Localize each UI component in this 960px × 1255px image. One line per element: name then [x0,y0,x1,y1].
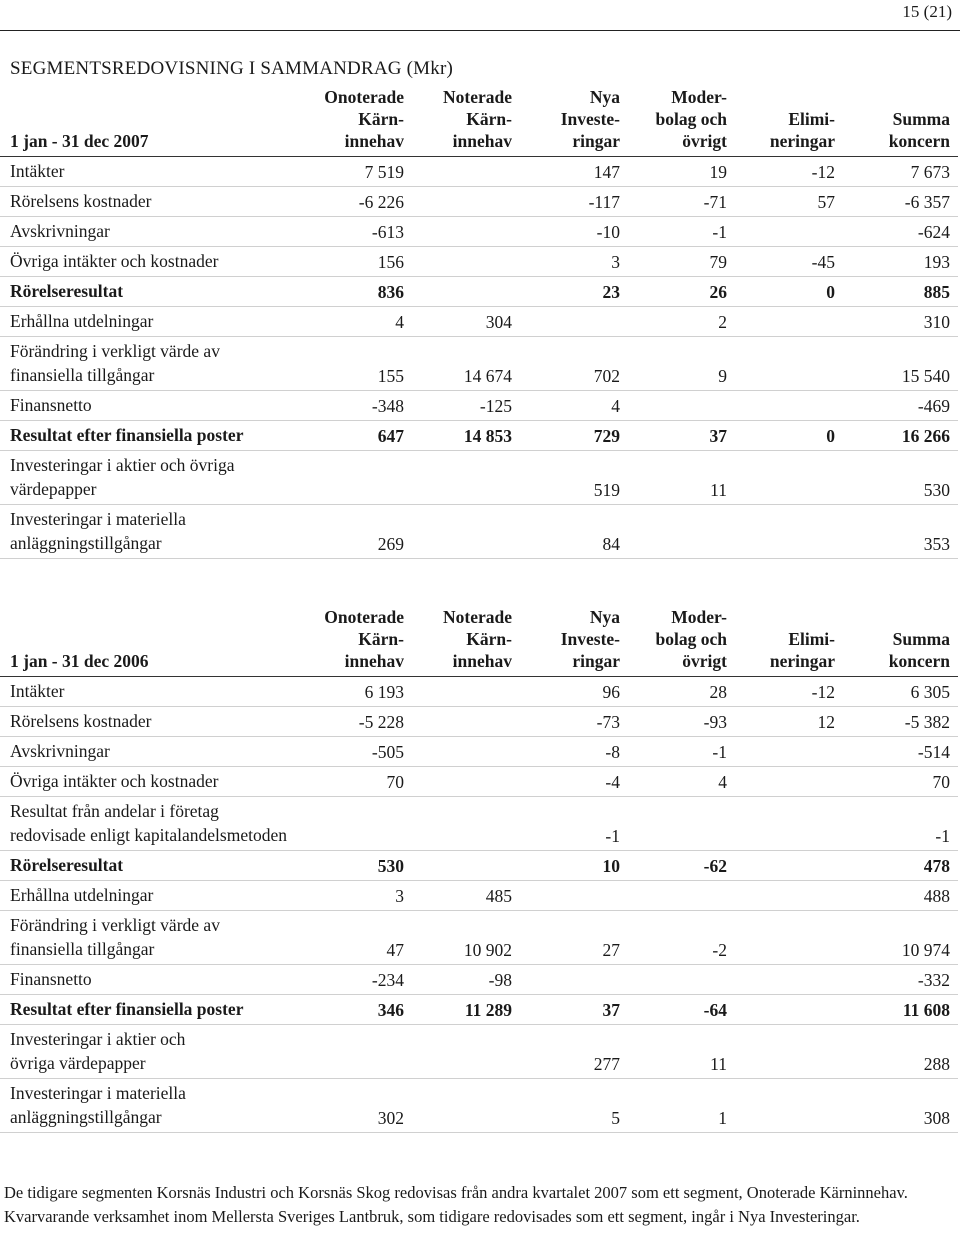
table-row [0,451,958,505]
cell-value [412,767,520,797]
cell-value: 478 [843,851,958,881]
cell-value: 3 [300,881,412,911]
cell-value: -624 [843,217,958,247]
table-row [0,767,958,797]
row-label [0,247,300,277]
text-line: Förändring i verkligt värde av [10,341,220,361]
table-row [0,911,958,965]
row-label [0,217,300,247]
cell-value [300,797,412,851]
period-label: 1 jan - 31 dec 2006 [10,651,149,671]
text-line: Rörelseresultat [10,281,124,301]
cell-value: 308 [843,1079,958,1133]
row-label [0,421,300,451]
text-line: Onoterade [324,87,404,107]
cell-value: 15 540 [843,337,958,391]
cell-value: 885 [843,277,958,307]
text-line: Investeringar i aktier och [10,1029,186,1049]
cell-value: 519 [520,451,628,505]
cell-value: 7 519 [300,157,412,187]
cell-value: 11 608 [843,995,958,1025]
cell-value [412,677,520,707]
row-label [0,187,300,217]
cell-value: 1 [628,1079,735,1133]
text-line: övriga värdepapper [10,1053,146,1073]
cell-value: -1 [628,217,735,247]
table-row [0,157,958,187]
table-row [0,677,958,707]
cell-value [520,965,628,995]
table-row [0,737,958,767]
cell-value: 288 [843,1025,958,1079]
cell-value [412,247,520,277]
period-label: 1 jan - 31 dec 2007 [10,131,149,151]
text-line: Förändring i verkligt värde av [10,915,220,935]
row-label [0,157,300,187]
page-number: 15 (21) [902,2,952,21]
cell-value [735,851,843,881]
cell-value: 530 [300,851,412,881]
text-line: övrigt [682,651,727,671]
table-row [0,247,958,277]
cell-value: 147 [520,157,628,187]
cell-value: 836 [300,277,412,307]
text-line: innehav [452,651,512,671]
text-line: Finansnetto [10,395,92,415]
cell-value: 26 [628,277,735,307]
text-line: neringar [769,651,835,671]
segment-table-2006 [0,606,958,1133]
cell-value [520,881,628,911]
text-line: ringar [572,131,620,151]
column-header [520,606,628,677]
text-line: Summa [892,109,950,129]
row-label [0,737,300,767]
cell-value: -332 [843,965,958,995]
text-line: Erhållna utdelningar [10,311,154,331]
cell-value [520,307,628,337]
cell-value [300,451,412,505]
cell-value: 3 [520,247,628,277]
text-line: bolag och [655,109,727,129]
text-line: Investeringar i aktier och övriga [10,455,235,475]
document-title: SEGMENTSREDOVISNING I SAMMANDRAG (Mkr) [10,58,454,79]
cell-value [412,187,520,217]
table-row [0,307,958,337]
text-line: Rörelsens kostnader [10,191,152,211]
cell-value: 156 [300,247,412,277]
cell-value: -71 [628,187,735,217]
cell-value: 269 [300,505,412,559]
text-line: koncern [888,651,950,671]
text-line: Finansnetto [10,969,92,989]
table-row [0,881,958,911]
text-line: Kärn- [466,629,512,649]
table-row [0,391,958,421]
cell-value: 70 [300,767,412,797]
text-line: övrigt [682,131,727,151]
cell-value: 193 [843,247,958,277]
text-line: Nya [589,87,620,107]
cell-value: 96 [520,677,628,707]
column-header [520,86,628,157]
cell-value: -5 382 [843,707,958,737]
text-line: Intäkter [10,161,65,181]
cell-value: 10 902 [412,911,520,965]
cell-value: -514 [843,737,958,767]
cell-value: 647 [300,421,412,451]
cell-value [412,277,520,307]
cell-value [735,797,843,851]
cell-value: 310 [843,307,958,337]
cell-value: 23 [520,277,628,307]
cell-value [735,217,843,247]
cell-value [735,965,843,995]
column-header [735,86,843,157]
cell-value: -1 [628,737,735,767]
column-header [735,606,843,677]
cell-value: -117 [520,187,628,217]
row-label [0,451,300,505]
cell-value: 2 [628,307,735,337]
cell-value: 4 [520,391,628,421]
text-line: Investeringar i materiella [10,1083,186,1103]
cell-value [412,505,520,559]
table-row [0,505,958,559]
column-header [412,86,520,157]
row-label [0,307,300,337]
text-line: finansiella tillgångar [10,939,155,959]
cell-value: 0 [735,421,843,451]
row-label [0,965,300,995]
cell-value: 12 [735,707,843,737]
text-line: finansiella tillgångar [10,365,155,385]
table-row [0,1025,958,1079]
cell-value [735,337,843,391]
column-header [843,86,958,157]
row-label [0,707,300,737]
text-line: Moder- [671,87,727,107]
header-row [0,86,958,157]
text-line: Investe- [560,109,620,129]
row-label [0,677,300,707]
text-line: anläggningstillgångar [10,533,162,553]
cell-value: -613 [300,217,412,247]
cell-value [412,157,520,187]
cell-value [412,1025,520,1079]
cell-value [735,881,843,911]
cell-value: -8 [520,737,628,767]
cell-value: 10 [520,851,628,881]
cell-value [412,737,520,767]
table-row [0,797,958,851]
cell-value: -45 [735,247,843,277]
table-row [0,421,958,451]
cell-value [412,217,520,247]
cell-value [735,995,843,1025]
row-label [0,797,300,851]
cell-value: 10 974 [843,911,958,965]
text-line: innehav [344,651,404,671]
cell-value: -469 [843,391,958,421]
cell-value [735,1025,843,1079]
table-row [0,1079,958,1133]
row-label [0,505,300,559]
column-header [628,606,735,677]
cell-value: -1 [520,797,628,851]
text-line: Noterade [442,87,512,107]
cell-value: 5 [520,1079,628,1133]
row-label [0,1079,300,1133]
cell-value: 729 [520,421,628,451]
cell-value: 84 [520,505,628,559]
text-line: Resultat efter finansiella poster [10,425,244,445]
cell-value: 27 [520,911,628,965]
cell-value: 4 [300,307,412,337]
cell-value [628,505,735,559]
cell-value: -348 [300,391,412,421]
cell-value: -93 [628,707,735,737]
cell-value: -12 [735,677,843,707]
row-label [0,995,300,1025]
table-row [0,277,958,307]
cell-value: 16 266 [843,421,958,451]
column-header [843,606,958,677]
cell-value [735,767,843,797]
cell-value: -505 [300,737,412,767]
cell-value [412,797,520,851]
segment-table-2007 [0,86,958,559]
cell-value: 47 [300,911,412,965]
cell-value: 485 [412,881,520,911]
column-header [628,86,735,157]
text-line: innehav [452,131,512,151]
row-label [0,911,300,965]
text-line: koncern [888,131,950,151]
text-line: Onoterade [324,607,404,627]
cell-value: 155 [300,337,412,391]
text-line: Elimi- [788,109,835,129]
cell-value: 6 193 [300,677,412,707]
text-line: Intäkter [10,681,65,701]
table-row [0,965,958,995]
cell-value: 6 305 [843,677,958,707]
cell-value: -10 [520,217,628,247]
cell-value [300,1025,412,1079]
text-line: Elimi- [788,629,835,649]
text-line: bolag och [655,629,727,649]
top-rule [0,30,960,31]
cell-value: 346 [300,995,412,1025]
table-row [0,217,958,247]
text-line: Kärn- [466,109,512,129]
text-line: redovisade enligt kapitalandelsmetoden [10,825,287,845]
text-line: Rörelsens kostnader [10,711,152,731]
cell-value: 19 [628,157,735,187]
text-line: Avskrivningar [10,741,110,761]
cell-value: -1 [843,797,958,851]
cell-value: 11 [628,451,735,505]
cell-value [412,707,520,737]
text-line: neringar [769,131,835,151]
text-line: Resultat från andelar i företag [10,801,219,821]
text-line: Noterade [442,607,512,627]
text-line: Avskrivningar [10,221,110,241]
cell-value: -6 357 [843,187,958,217]
cell-value: 11 [628,1025,735,1079]
cell-value [735,307,843,337]
cell-value: 302 [300,1079,412,1133]
cell-value: 702 [520,337,628,391]
table-row [0,851,958,881]
row-label [0,391,300,421]
table-row [0,707,958,737]
header-row [0,606,958,677]
cell-value: 14 674 [412,337,520,391]
cell-value [735,1079,843,1133]
cell-value: -73 [520,707,628,737]
table-row [0,995,958,1025]
cell-value: 79 [628,247,735,277]
text-line: värdepapper [10,479,97,499]
text-line: Övriga intäkter och kostnader [10,771,219,791]
row-label [0,1025,300,1079]
cell-value: -234 [300,965,412,995]
cell-value: -5 228 [300,707,412,737]
cell-value [628,881,735,911]
table-row [0,337,958,391]
row-label [0,881,300,911]
text-line: Kärn- [358,109,404,129]
column-header [300,606,412,677]
cell-value: 37 [520,995,628,1025]
row-label [0,277,300,307]
cell-value: 0 [735,277,843,307]
cell-value: 304 [412,307,520,337]
cell-value [735,911,843,965]
cell-value: -2 [628,911,735,965]
text-line: Nya [589,607,620,627]
cell-value: -6 226 [300,187,412,217]
cell-value: -64 [628,995,735,1025]
cell-value: 70 [843,767,958,797]
table-row [0,187,958,217]
text-line: anläggningstillgångar [10,1107,162,1127]
row-label [0,851,300,881]
cell-value [412,1079,520,1133]
cell-value [735,391,843,421]
footnote: De tidigare segmenten Korsnäs Industri och Korsnäs Skog redovisas från andra kvartalet 2007 som ett segment, Onoterade Kärninnehav. Kvarvarande verksamhet inom Mellersta Sveriges Lantbruk, som tidigare redovisades som ett segment, ingår i Nya Investeringar. [4,1183,908,1226]
cell-value: -125 [412,391,520,421]
cell-value: 9 [628,337,735,391]
cell-value [735,451,843,505]
text-line: Rörelseresultat [10,855,124,875]
text-line: Investe- [560,629,620,649]
row-label [0,337,300,391]
cell-value: 7 673 [843,157,958,187]
column-header [300,86,412,157]
text-line: Kärn- [358,629,404,649]
cell-value [412,851,520,881]
cell-value: 488 [843,881,958,911]
cell-value: 530 [843,451,958,505]
cell-value: -4 [520,767,628,797]
cell-value: 277 [520,1025,628,1079]
cell-value: 37 [628,421,735,451]
text-line: Moder- [671,607,727,627]
text-line: Resultat efter finansiella poster [10,999,244,1019]
cell-value: -98 [412,965,520,995]
cell-value: -12 [735,157,843,187]
cell-value: 28 [628,677,735,707]
cell-value: 57 [735,187,843,217]
cell-value [628,797,735,851]
cell-value: 353 [843,505,958,559]
text-line: Summa [892,629,950,649]
cell-value [735,505,843,559]
text-line: Investeringar i materiella [10,509,186,529]
cell-value: -62 [628,851,735,881]
cell-value [628,965,735,995]
text-line: Erhållna utdelningar [10,885,154,905]
cell-value [735,737,843,767]
cell-value [628,391,735,421]
text-line: innehav [344,131,404,151]
text-line: ringar [572,651,620,671]
row-label [0,767,300,797]
text-line: Övriga intäkter och kostnader [10,251,219,271]
cell-value: 14 853 [412,421,520,451]
column-header [412,606,520,677]
cell-value [412,451,520,505]
cell-value: 4 [628,767,735,797]
cell-value: 11 289 [412,995,520,1025]
